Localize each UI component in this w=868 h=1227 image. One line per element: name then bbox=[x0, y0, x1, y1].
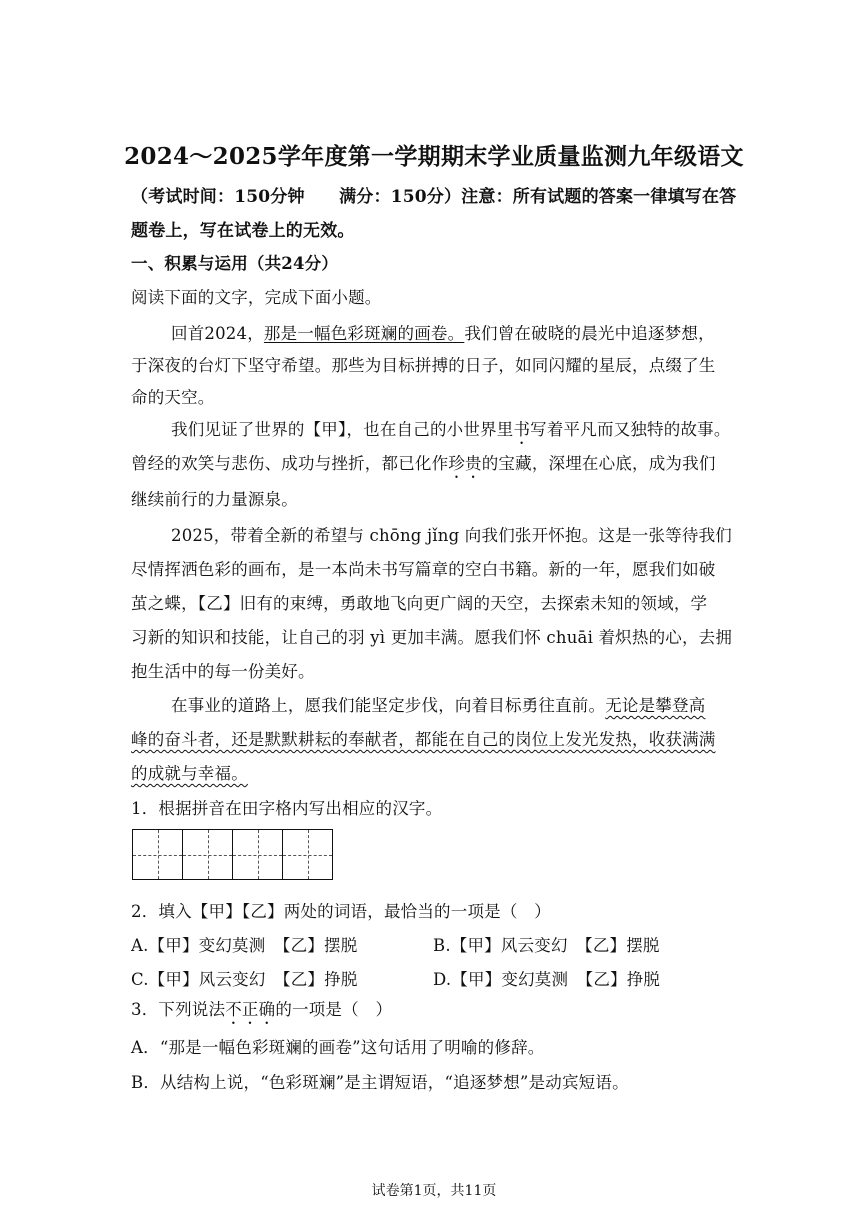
dotted-char: 书 bbox=[513, 420, 531, 439]
q2-option-b[interactable]: B.【甲】风云变幻 【乙】摆脱 bbox=[433, 936, 660, 955]
tianzige-cell[interactable] bbox=[282, 829, 333, 880]
p2-text-cont: 写着平凡而又独特的故事。 bbox=[530, 420, 731, 439]
dotted-word: 珍贵 bbox=[448, 454, 482, 473]
passage-p3-line3: 茧之蝶，【乙】旧有的束缚，勇敢地飞向更广阔的天空，去探索未知的领域，学 bbox=[131, 594, 708, 613]
passage-p1-line2: 于深夜的台灯下坚守希望。那些为目标拼搏的日子，如同闪耀的星辰，点缀了生 bbox=[131, 356, 716, 375]
exam-title: 2024～2025学年度第一学期期末学业质量监测九年级语文 bbox=[124, 143, 744, 170]
p2-text: 曾经的欢笑与悲伤、成功与挫折，都已化作 bbox=[131, 454, 449, 473]
q3-option-b[interactable]: B．从结构上说，“色彩斑斓”是主谓短语，“追逐梦想”是动宾短语。 bbox=[131, 1073, 629, 1092]
passage-p1-line1 bbox=[171, 320, 715, 344]
underlined-sentence: 那是一幅色彩斑斓的画卷。 bbox=[263, 324, 465, 343]
passage-p3-line4: 习新的知识和技能，让自己的羽 yì 更加丰满。愿我们怀 chuāi 着炽热的心，去拥 bbox=[131, 628, 733, 647]
passage-p2-line3: 继续前行的力量源泉。 bbox=[131, 490, 298, 509]
tianzige-cell[interactable] bbox=[182, 829, 233, 880]
p2-text-cont: 的宝藏，深埋在心底，成为我们 bbox=[481, 454, 716, 473]
p4-text: 在事业的道路上，愿我们能坚定步伐，向着目标勇往直前。 bbox=[171, 696, 606, 715]
question-3 bbox=[131, 996, 392, 1028]
passage-p4-line3: 的成就与幸福。 bbox=[131, 764, 248, 783]
wavy-underlined-text: 无论是攀登高 bbox=[605, 696, 706, 715]
passage-p1-line3: 命的天空。 bbox=[131, 388, 215, 407]
q3-emphasis: 不正确 bbox=[225, 1000, 276, 1019]
p2-text: 我们见证了世界的【甲】，也在自己的小世界里 bbox=[171, 420, 514, 439]
exam-notice-line2: 题卷上，写在试卷上的无效。 bbox=[131, 221, 355, 241]
passage-p2-line2 bbox=[131, 450, 716, 482]
tianzige-cell[interactable] bbox=[132, 829, 183, 880]
q2-option-d[interactable]: D.【甲】变幻莫测 【乙】挣脱 bbox=[433, 970, 661, 989]
tianzige-cell[interactable] bbox=[232, 829, 283, 880]
tianzige-grid[interactable] bbox=[132, 829, 333, 880]
passage-p3-line5: 抱生活中的每一份美好。 bbox=[131, 662, 315, 681]
p1-text: 回首2024， bbox=[171, 324, 264, 343]
question-2: 2．填入【甲】【乙】两处的词语，最恰当的一项是（ ） bbox=[131, 902, 551, 921]
passage-p3-line1: 2025，带着全新的希望与 chōng jǐng 向我们张开怀抱。这是一张等待我们 bbox=[171, 526, 732, 545]
page-footer: 试卷第1页，共11页 bbox=[371, 1183, 497, 1199]
passage-p4-line1 bbox=[171, 692, 705, 716]
passage-p4-line2: 峰的奋斗者，还是默默耕耘的奉献者，都能在自己的岗位上发光发热，收获满满 bbox=[131, 730, 716, 749]
q2-option-a[interactable]: A.【甲】变幻莫测 【乙】摆脱 bbox=[131, 936, 358, 955]
exam-notice-line1: （考试时间：150分钟 满分：150分）注意：所有试题的答案一律填写在答 bbox=[131, 187, 737, 207]
q2-option-c[interactable]: C.【甲】风云变幻 【乙】挣脱 bbox=[131, 970, 358, 989]
p1-text-cont: 我们曾在破晓的晨光中追逐梦想， bbox=[464, 324, 715, 343]
reading-instruction: 阅读下面的文字，完成下面小题。 bbox=[131, 288, 382, 307]
passage-p3-line2: 尽情挥洒色彩的画布，是一本尚未书写篇章的空白书籍。新的一年，愿我们如破 bbox=[131, 560, 716, 579]
section-heading: 一、积累与运用（共24分） bbox=[131, 254, 339, 273]
q3-option-a[interactable]: A．“那是一幅色彩斑斓的画卷”这句话用了明喻的修辞。 bbox=[131, 1038, 545, 1057]
passage-p2-line1 bbox=[171, 416, 731, 448]
question-1: 1．根据拼音在田字格内写出相应的汉字。 bbox=[131, 799, 443, 818]
q3-text: 3．下列说法 bbox=[131, 1000, 226, 1019]
q3-text-cont: 的一项是（ ） bbox=[275, 1000, 393, 1019]
